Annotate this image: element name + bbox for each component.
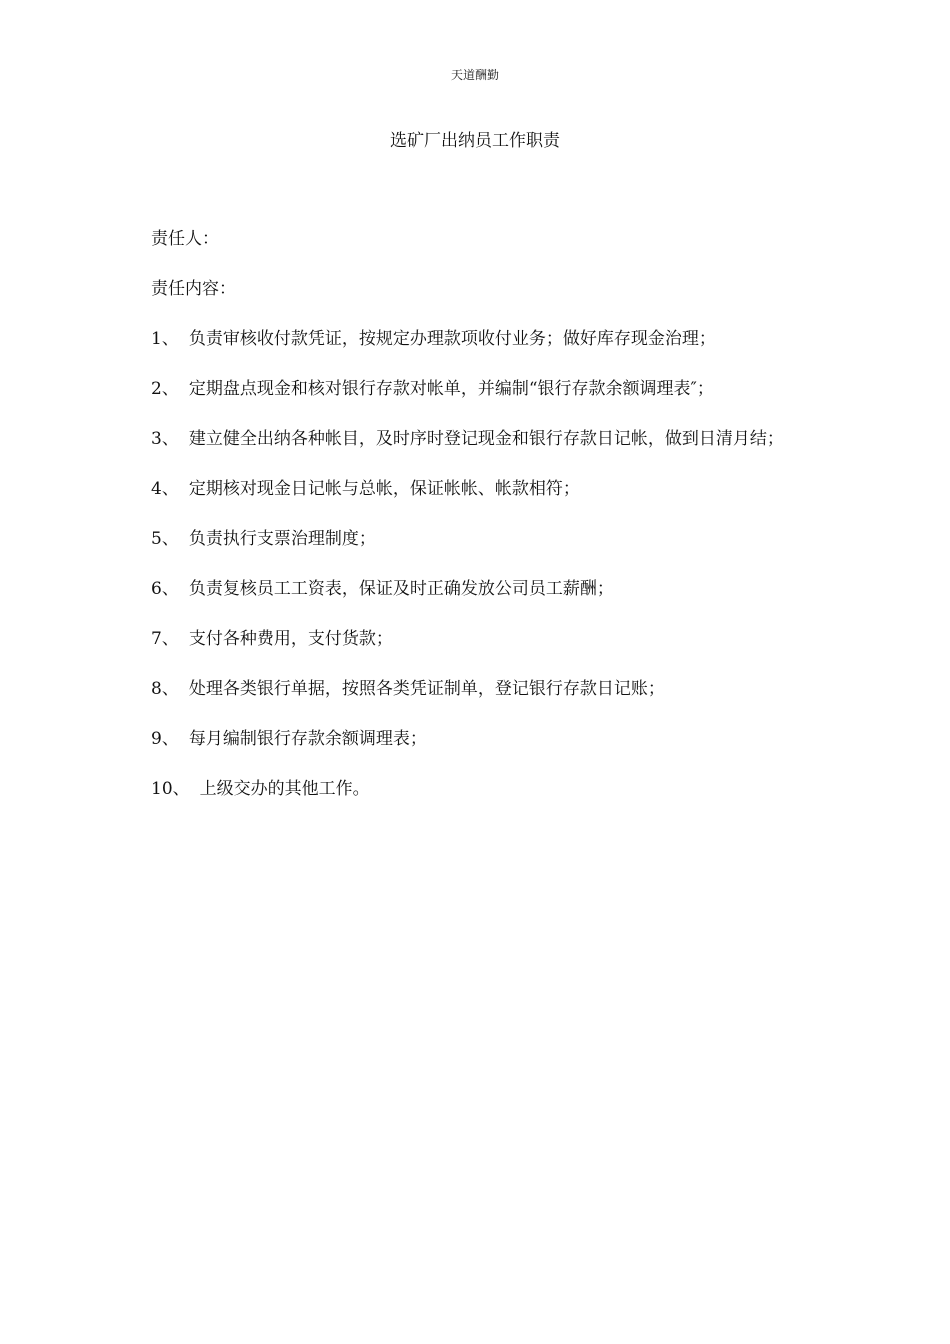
item-number: 5、 (151, 529, 179, 549)
item-number: 2、 (151, 379, 179, 399)
item-number: 10、 (151, 779, 190, 799)
item-number: 1、 (151, 329, 179, 349)
list-item (151, 376, 801, 402)
document-body (151, 226, 801, 826)
list-item (151, 476, 801, 502)
item-text: 负责审核收付款凭证，按规定办理款项收付业务；做好库存现金治理； (188, 329, 716, 349)
item-text: 定期盘点现金和核对银行存款对帐单，并编制“银行存款余额调理表″； (188, 379, 714, 399)
item-text: 上级交办的其他工作。 (199, 779, 370, 799)
item-number: 8、 (151, 679, 179, 699)
list-item (151, 776, 801, 802)
item-text: 建立健全出纳各种帐目，及时序时登记现金和银行存款日记帐，做到日清月结； (188, 429, 784, 449)
item-text: 负责执行支票治理制度； (188, 529, 376, 549)
item-number: 4、 (151, 479, 179, 499)
page-header: 天道酬勤 (450, 68, 499, 82)
item-text: 定期核对现金日记帐与总帐，保证帐帐、帐款相符； (188, 479, 580, 499)
item-number: 6、 (151, 579, 179, 599)
item-text: 负责复核员工工资表，保证及时正确发放公司员工薪酬； (188, 579, 614, 599)
list-item (151, 526, 801, 552)
document-title: 选矿厂出纳员工作职责 (390, 131, 560, 151)
item-number: 3、 (151, 429, 179, 449)
item-number: 9、 (151, 729, 179, 749)
list-item (151, 426, 801, 452)
item-text: 支付各种费用，支付货款； (188, 629, 393, 649)
list-item (151, 576, 801, 602)
responsible-person-label: 责任人： (151, 229, 219, 249)
list-item (151, 726, 801, 752)
list-item (151, 626, 801, 652)
list-item (151, 326, 801, 352)
item-text: 每月编制银行存款余额调理表； (188, 729, 427, 749)
item-number: 7、 (151, 629, 179, 649)
responsibility-list (151, 326, 801, 802)
responsibilities-label: 责任内容： (151, 279, 236, 299)
item-text: 处理各类银行单据，按照各类凭证制单，登记银行存款日记账； (188, 679, 665, 699)
list-item (151, 676, 801, 702)
